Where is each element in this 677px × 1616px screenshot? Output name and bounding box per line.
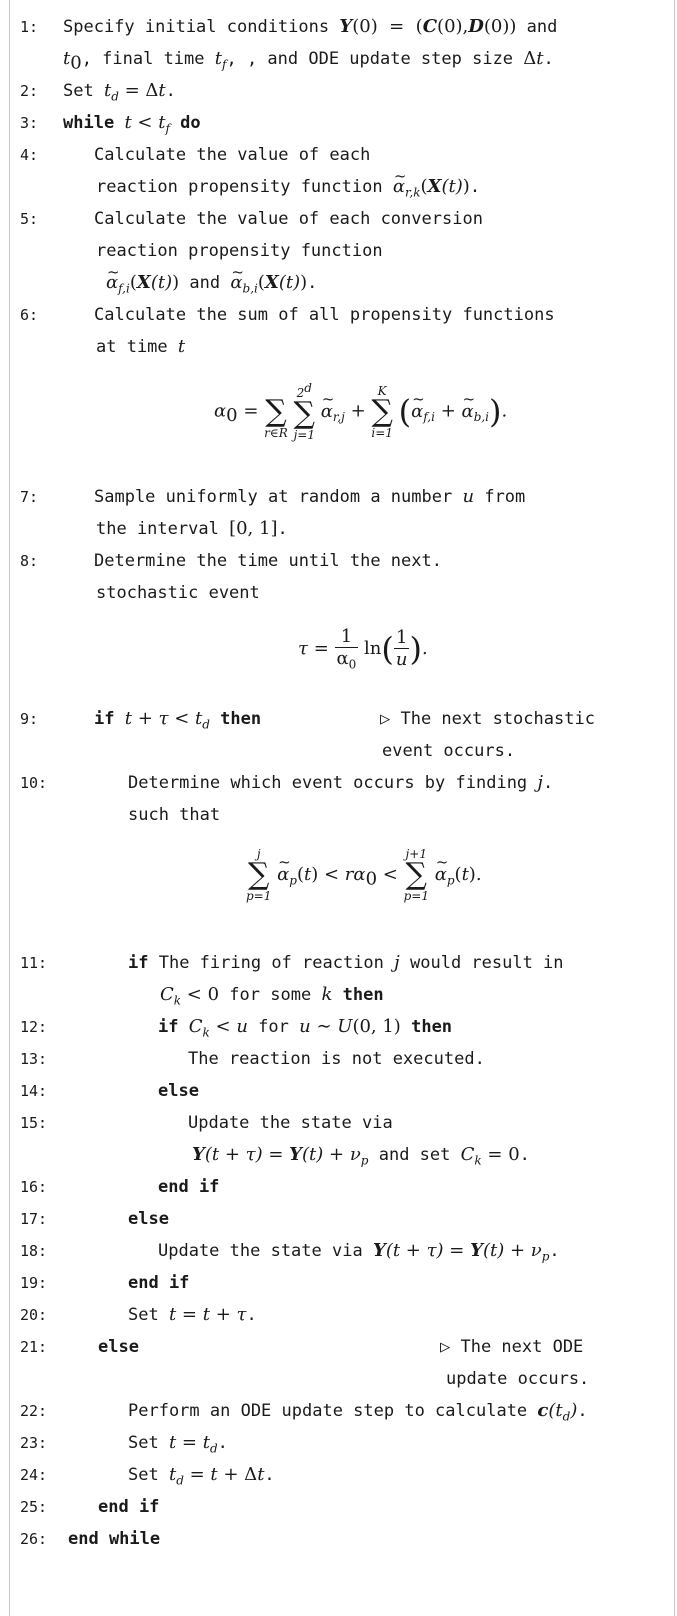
keyword: then: [220, 709, 262, 729]
line-number: 26:: [20, 1530, 48, 1548]
line-text: Determine which event occurs by finding: [128, 773, 528, 793]
algorithm-line-4: [94, 144, 370, 166]
algorithm-line-18: Update the state via $Y(t + \tau) = Y(t) + \nu_p$.: [158, 1240, 560, 1264]
keyword: then: [411, 1017, 453, 1037]
line-text: Determine the time until the next.: [94, 551, 442, 571]
line-number: 23:: [20, 1434, 48, 1452]
algorithm-line-8: [94, 550, 442, 572]
line-text: would result in: [410, 953, 564, 973]
algorithm-line-1-cont: $t_0$, final time $t_f$, , and ODE update step size Δt.: [63, 48, 554, 74]
tau-equation: τ = $\frac{1}{\alpha_0}$ ln( $\frac{1}{u}$ ).: [298, 626, 428, 672]
algorithm-line-4-cont: reaction propensity function ~ $\alpha_{r,k}(X(t))$.: [96, 176, 480, 204]
line-number: 12:: [20, 1018, 48, 1036]
line-number: 8:: [20, 552, 39, 570]
line-text: and: [189, 273, 221, 293]
line-number: 15:: [20, 1114, 48, 1132]
line-text: Sample uniformly at random a number: [94, 487, 453, 507]
comment: ▷ The next stochastic: [380, 709, 595, 729]
algorithm-line-13: The reaction is not executed.: [188, 1049, 485, 1069]
keyword: while: [63, 113, 115, 133]
algorithm-line-15: Update the state via: [188, 1113, 393, 1133]
keyword: if: [128, 953, 149, 973]
line-text: Set: [128, 1305, 159, 1325]
line-number: 1:: [20, 18, 39, 36]
keyword: if: [94, 709, 115, 729]
algorithm-line-14: else: [158, 1081, 199, 1101]
algorithm-line-5-cont2: ~ $\alpha_{f,i}(X(t))$ and ~ $\alpha_{b,i}(X(t))$.: [106, 272, 317, 300]
comment: ▷ The next ODE: [440, 1337, 584, 1357]
line-text: Calculate the sum of all propensity functions: [94, 305, 555, 325]
line-text: and: [526, 17, 558, 37]
line-text: Calculate the value of each conversion: [94, 209, 483, 229]
line-number: 4:: [20, 146, 39, 164]
algorithm-line-10: Determine which event occurs by finding j.: [128, 772, 554, 793]
algorithm-line-5: [94, 208, 483, 230]
propensity-sum-equation: $\alpha_0$ = ∑ r∈R 2$^d$ ∑ j=1 ~ $\alpha_{r,j}$ + K ∑ i=1 (~ $\alpha_{f,i}$ + ~ $\alpha_{b,i}$).: [214, 382, 507, 441]
algorithm-line-7-cont: the interval [0, 1].: [96, 518, 288, 539]
line-number: 11:: [20, 954, 48, 972]
line-number: 20:: [20, 1306, 48, 1324]
keyword: if: [158, 1017, 179, 1037]
line-text: and set: [378, 1145, 451, 1165]
algorithm-line-6: [94, 304, 555, 326]
algorithm-line-8-cont: [96, 582, 260, 604]
algorithm-line-17: else: [128, 1209, 169, 1229]
line-number: 19:: [20, 1274, 48, 1292]
line-text: reaction propensity function: [96, 241, 383, 261]
line-text: Set: [128, 1465, 159, 1485]
algorithm-line-22: Perform an ODE update step to calculate $c(t_d)$.: [128, 1400, 588, 1424]
line-number: 17:: [20, 1210, 48, 1228]
line-number: 16:: [20, 1178, 48, 1196]
line-number: 10:: [20, 774, 48, 792]
line-number: 6:: [20, 306, 39, 324]
algorithm-line-9: if $t + \tau < t_d$ then: [94, 708, 262, 732]
line-number: 21:: [20, 1338, 48, 1356]
algorithm-line-7: Sample uniformly at random a number u from: [94, 486, 526, 507]
line-number: 7:: [20, 488, 39, 506]
algorithm-line-15-cont: $Y(t + \tau) = Y(t) + \nu_p$ and set $C_k = 0$.: [192, 1144, 530, 1168]
line-text: stochastic event: [96, 583, 260, 603]
algorithm-line-24: Set $t_d = t + \Delta t$.: [128, 1464, 275, 1488]
algorithm-line-3: while $t < t_f$ do: [63, 112, 201, 136]
line-number: 14:: [20, 1082, 48, 1100]
algorithm-line-26: end while: [68, 1529, 161, 1549]
line-text: for: [258, 1017, 289, 1037]
line-number: 18:: [20, 1242, 48, 1260]
line-text: such that: [128, 805, 221, 825]
line-text: Calculate the value of each: [94, 145, 371, 165]
line-number: 13:: [20, 1050, 48, 1068]
line-number: 5:: [20, 210, 39, 228]
line-text: , final time: [81, 49, 205, 69]
algorithm-line-10-cont: [128, 804, 220, 826]
algorithm-line-5-cont: [96, 240, 383, 262]
line-text: The firing of reaction: [158, 953, 384, 973]
line-text: from: [484, 487, 526, 507]
line-text: Perform an ODE update step to calculate: [128, 1401, 528, 1421]
line-number: 9:: [20, 710, 39, 728]
algorithm-line-12: if $C_k < u$ for u ∼ U(0, 1) then: [158, 1016, 453, 1040]
line-text: Update the state via: [158, 1241, 363, 1261]
line-number: 2:: [20, 82, 39, 100]
algorithm-line-25: end if: [98, 1497, 160, 1517]
line-text: the interval: [96, 519, 219, 539]
algorithm-line-23: Set $t = t_d$.: [128, 1432, 228, 1456]
line-number: 25:: [20, 1498, 48, 1516]
line-number: 3:: [20, 114, 39, 132]
line-text: at time: [96, 337, 168, 357]
algorithm-line-2: Set $t_d = \Delta t$.: [63, 80, 176, 104]
algorithm-line-11-cont: $C_k < 0$ for some k then: [160, 984, 384, 1008]
keyword: do: [180, 113, 201, 133]
comment: event occurs.: [382, 741, 516, 761]
algorithm-line-1: Specify initial conditions Y(0) = (C(0),D(0)) and: [63, 16, 558, 37]
comment: update occurs.: [446, 1369, 590, 1389]
line-number: 22:: [20, 1402, 48, 1420]
line-text: Specify initial conditions: [63, 17, 330, 37]
line-text: Set: [128, 1433, 159, 1453]
algorithm-line-21: else: [98, 1337, 139, 1357]
line-text: , and ODE update step size: [246, 49, 514, 69]
algorithm-line-20: Set t = t + τ.: [128, 1304, 257, 1325]
keyword: then: [342, 985, 384, 1005]
algorithm-line-6-cont: at time t: [96, 336, 186, 357]
line-text: Set: [63, 81, 94, 101]
line-number: 24:: [20, 1466, 48, 1484]
line-text: reaction propensity function: [96, 177, 383, 197]
algorithm-line-16: end if: [158, 1177, 220, 1197]
algorithm-line-11: if The firing of reaction j would result in: [128, 952, 564, 973]
event-selection-inequality: j ∑ p=1 ~ $\alpha_p(t) < r\alpha_0$ < j+1 ∑ p=1 ~ $\alpha_p(t)$.: [246, 848, 482, 902]
line-text: for some: [229, 985, 312, 1005]
algorithm-line-19: end if: [128, 1273, 190, 1293]
